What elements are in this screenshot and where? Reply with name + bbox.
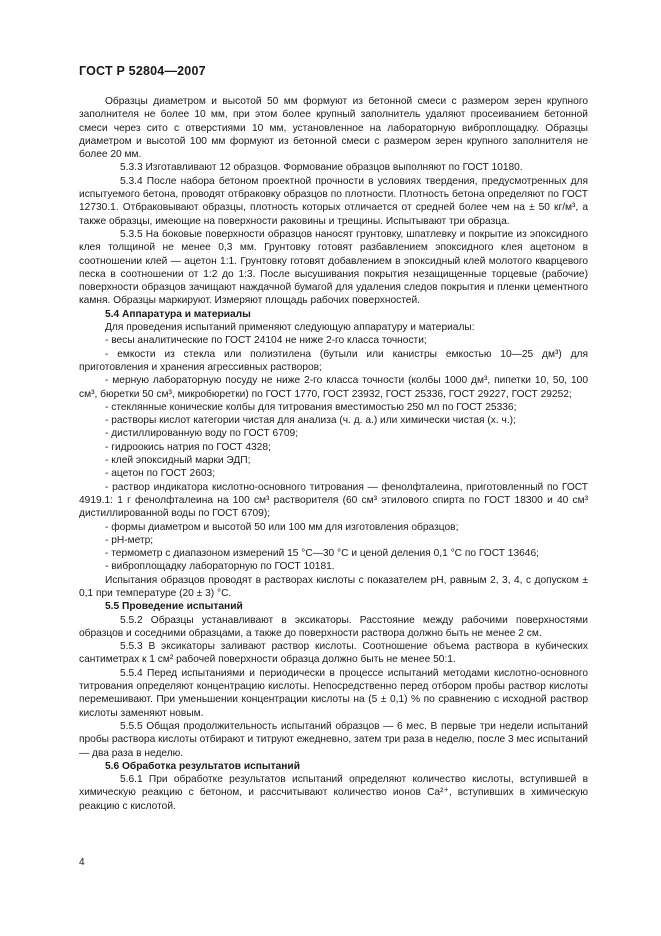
document-header: ГОСТ Р 52804—2007 (79, 64, 206, 78)
list-item: - ацетон по ГОСТ 2603; (105, 468, 216, 480)
paragraph: Для проведения испытаний применяют следующую аппаратуру и материалы: (105, 322, 475, 334)
list-item: - формы диаметром и высотой 50 или 100 мм для изготовления образцов; (105, 521, 459, 533)
list-item: - раствор индикатора кислотно-основного титрования — фенолфталеина, приготовленный по ГОСТ 4919.1: 1 г фенолфталеина на 100 см³ растворителя (60 см³ этилового спирта по ГОСТ 18300 и 40 см³ дистиллированной воды по ГОСТ 6709); (79, 481, 588, 520)
document-body (79, 95, 588, 813)
paragraph: 5.5.3 В эксикаторы заливают раствор кислоты. Соотношение объема раствора в кубических сантиметрах к 1 см² рабочей поверхности образца должно быть не менее 50:1. (79, 641, 588, 666)
paragraph: 5.5.5 Общая продолжительность испытаний образцов — 6 мес. В первые три недели испытаний пробы раствора кислоты отбирают и титруют ежедневно, затем три раза в неделю, после 3 мес испытаний — два раза в неделю. (79, 720, 588, 759)
paragraph: 5.3.3 Изготавливают 12 образцов. Формование образцов выполняют по ГОСТ 10180. (120, 162, 523, 174)
section-heading: 5.4 Аппаратура и материалы (105, 308, 251, 320)
section-heading: 5.5 Проведение испытаний (105, 601, 243, 613)
list-item: - растворы кислот категории чистая для анализа (ч. д. а.) или химически чистая (х. ч.); (105, 415, 516, 427)
page-number: 4 (79, 857, 85, 868)
paragraph: 5.5.2 Образцы устанавливают в эксикаторы. Расстояние между рабочими поверхностями образцов и соседними образцами, а также до поверхности раствора должно быть не менее 2 см. (79, 614, 588, 639)
list-item: - емкости из стекла или полиэтилена (бутыли или канистры емкостью 10—25 дм³) для приготовления и хранения агрессивных растворов; (79, 348, 588, 373)
list-item: - клей эпоксидный марки ЭДП; (105, 455, 251, 467)
list-item: - дистиллированную воду по ГОСТ 6709; (105, 428, 299, 440)
paragraph: 5.6.1 При обработке результатов испытаний определяют количество кислоты, вступившей в химическую реакцию с бетоном, и рассчитывают количество ионов Са²⁺, вступивших в химическую реакцию с кислотой. (79, 774, 588, 812)
list-item: - гидроокись натрия по ГОСТ 4328; (105, 441, 271, 453)
paragraph: 5.3.5 На боковые поверхности образцов наносят грунтовку, шпатлевку и покрытие из эпоксидного клея толщиной не менее 0,3 мм. Грунтовку готовят разбавлением эпоксидного клея ацетоном в соотношении клей — ацетон 1:1. Грунтовку готовят добавлением в эпоксидный клей молотого кварцевого песка в соотношении от 1:2 до 1:3. После высушивания покрытия незащищенные торцевые (рабочие) поверхности образцов зачищают наждачной бумагой для удаления следов покрытия и пленки цементного камня. Образцы маркируют. Измеряют площадь рабочих поверхностей. (79, 228, 588, 307)
list-item: - термометр с диапазоном измерений 15 °С—30 °С и ценой деления 0,1 °С по ГОСТ 13646; (105, 548, 539, 560)
section-heading: 5.6 Обработка результатов испытаний (105, 760, 300, 772)
list-item: - виброплощадку лабораторную по ГОСТ 10181. (105, 561, 335, 573)
list-item: - рН-метр; (105, 534, 154, 546)
paragraph: 5.5.4 Перед испытаниями и периодически в процессе испытаний методами кислотно-основного титрования определяют концентрацию кислоты. Непосредственно перед отбором пробы раствор кислоты перемешивают. При уменьшении концентрации кислоты на (5 ± 0,1) % по сравнению с исходной раствор кислоты заменяют новым. (79, 667, 588, 719)
list-item: - стеклянные конические колбы для титрования вместимостью 250 мл по ГОСТ 25336; (105, 401, 517, 413)
paragraph: Образцы диаметром и высотой 50 мм формуют из бетонной смеси с размером зерен крупного заполнителя не более 10 мм, при этом более крупный заполнитель удаляют просеиванием бетонной смеси через сито с отверстиями 10 мм, установленное на лабораторную виброплощадку. Образцы диаметром и высотой 100 мм формуют из бетонной смеси с размером зерен крупного заполнителя не более 20 мм. (79, 96, 588, 161)
list-item: - весы аналитические по ГОСТ 24104 не ниже 2-го класса точности; (105, 335, 427, 347)
paragraph: 5.3.4 После набора бетоном проектной прочности в условиях твердения, предусмотренных для испытуемого бетона, проводят отбраковку образцов по плотности. Плотность бетона определяют по ГОСТ 12730.1. Отбраковывают образцы, плотность которых отличается от средней более чем на ± 50 кг/м³, а также образцы, имеющие на поверхности раковины и трещины. Испытывают три образца. (79, 175, 588, 227)
list-item: - мерную лабораторную посуду не ниже 2-го класса точности (колбы 1000 дм³, пипетки 10, 50, 100 см³, бюретки 50 см³, микробюретки) по ГОСТ 1770, ГОСТ 23932, ГОСТ 25336, ГОСТ 29227, ГОСТ 29252; (79, 375, 588, 400)
paragraph: Испытания образцов проводят в растворах кислоты с показателем рН, равным 2, 3, 4, с допуском ± 0,1 при температуре (20 ± 3) °С. (79, 574, 588, 599)
